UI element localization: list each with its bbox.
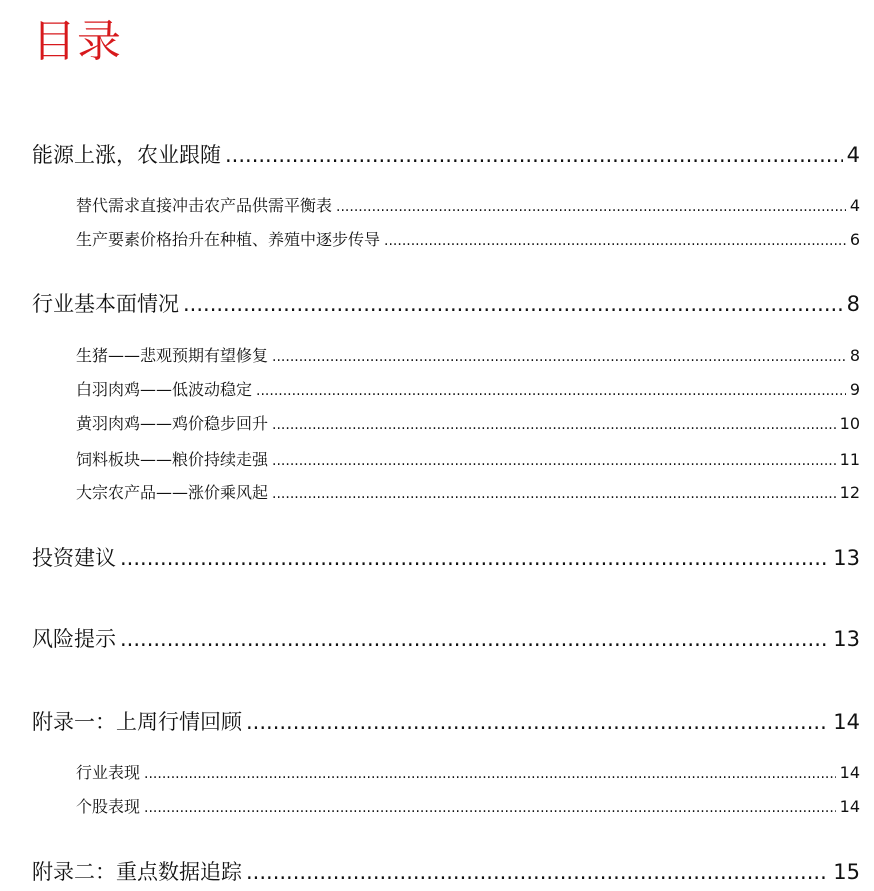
toc-leader-dots	[272, 483, 836, 505]
toc-page-number: 8	[849, 346, 860, 365]
toc-subsection-factor-prices[interactable]	[76, 229, 860, 252]
toc-subsection-stock-performance[interactable]	[76, 796, 860, 819]
toc-leader-dots	[120, 625, 829, 653]
toc-subsection-label: 替代需求直接冲击农产品供需平衡表	[76, 196, 333, 215]
toc-leader-dots	[144, 763, 836, 785]
toc-leader-dots	[272, 346, 846, 368]
toc-section-label: 风险提示	[32, 627, 116, 651]
toc-section-label: 附录一：上周行情回顾	[32, 710, 242, 734]
toc-page-number: 8	[846, 292, 860, 316]
toc-page-number: 14	[839, 763, 860, 782]
toc-section-energy[interactable]	[32, 141, 860, 169]
toc-section-risk[interactable]	[32, 625, 860, 653]
toc-page-number: 4	[849, 196, 860, 215]
toc-section-label: 附录二：重点数据追踪	[32, 860, 242, 884]
toc-subsection-label: 黄羽肉鸡——鸡价稳步回升	[76, 414, 269, 433]
toc-section-appendix-1[interactable]	[32, 708, 860, 736]
toc-title: 目录	[32, 16, 122, 67]
toc-page-number: 13	[833, 627, 860, 651]
toc-section-label: 投资建议	[32, 546, 116, 570]
toc-subsection-label: 行业表现	[76, 763, 141, 782]
toc-page-number: 12	[839, 483, 860, 502]
toc-leader-dots	[256, 380, 846, 402]
toc-leader-dots	[225, 141, 843, 169]
toc-leader-dots	[144, 797, 836, 819]
toc-subsection-label: 白羽肉鸡——低波动稳定	[76, 380, 253, 399]
toc-leader-dots	[246, 858, 829, 886]
toc-page-number: 4	[846, 143, 860, 167]
toc-leader-dots	[384, 230, 846, 252]
toc-page-number: 6	[849, 230, 860, 249]
toc-subsection-hogs[interactable]	[76, 345, 860, 368]
toc-subsection-label: 饲料板块——粮价持续走强	[76, 450, 269, 469]
toc-leader-dots	[272, 414, 836, 436]
toc-leader-dots	[246, 708, 829, 736]
toc-section-label: 行业基本面情况	[32, 292, 179, 316]
toc-section-appendix-2[interactable]	[32, 858, 860, 886]
toc-leader-dots	[120, 544, 829, 572]
toc-subsection-industry-performance[interactable]	[76, 762, 860, 785]
toc-subsection-label: 大宗农产品——涨价乘风起	[76, 483, 269, 502]
toc-subsection-label: 个股表现	[76, 797, 141, 816]
toc-page-number: 11	[839, 450, 860, 469]
toc-subsection-label: 生产要素价格抬升在种植、养殖中逐步传导	[76, 230, 381, 249]
toc-section-investment[interactable]	[32, 544, 860, 572]
toc-leader-dots	[272, 450, 836, 472]
toc-subsection-yellow-broiler[interactable]	[76, 413, 860, 436]
toc-page-number: 10	[839, 414, 860, 433]
toc-leader-dots	[183, 290, 843, 318]
toc-page-number: 14	[833, 710, 860, 734]
toc-page-number: 9	[849, 380, 860, 399]
toc-section-fundamentals[interactable]	[32, 290, 860, 318]
toc-subsection-substitute-demand[interactable]	[76, 195, 860, 218]
toc-section-label: 能源上涨，农业跟随	[32, 143, 221, 167]
toc-subsection-white-broiler[interactable]	[76, 379, 860, 402]
toc-page-number: 15	[833, 860, 860, 884]
toc-subsection-label: 生猪——悲观预期有望修复	[76, 346, 269, 365]
toc-subsection-feed[interactable]	[76, 449, 860, 472]
toc-leader-dots	[336, 196, 846, 218]
toc-subsection-bulk-agri[interactable]	[76, 482, 860, 505]
toc-page-number: 13	[833, 546, 860, 570]
toc-page-number: 14	[839, 797, 860, 816]
